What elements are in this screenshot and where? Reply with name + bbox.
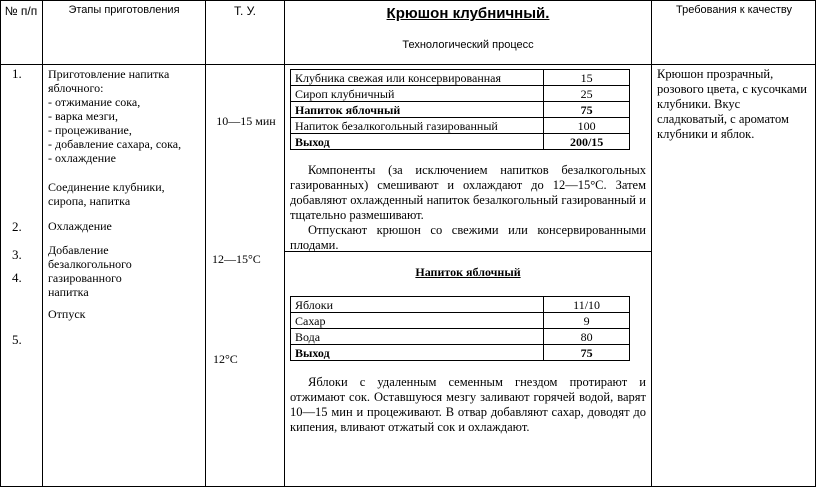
col-divider-1 xyxy=(42,0,43,487)
stage-1-step: - охлаждение xyxy=(48,151,116,165)
table-row xyxy=(291,345,630,361)
tu-temp: 12°С xyxy=(213,352,238,366)
ingredient-name: Напиток безалкогольный газированный xyxy=(291,118,544,134)
ingredient-value: 9 xyxy=(544,313,630,329)
ingredient-name: Сахар xyxy=(291,313,544,329)
row-number: 2. xyxy=(12,219,22,234)
row-number: 5. xyxy=(12,332,22,347)
table-header-divider xyxy=(0,64,816,65)
ingredient-name: Яблоки xyxy=(291,297,544,313)
ingredient-name: Сироп клубничный xyxy=(291,86,544,102)
process-paragraph: Компоненты (за исключением напитков безалкогольных газированных) смешивают и охлаждают до 12—15°С. Затем добавляют охлажденный напиток безалкогольный газированный и тщательно размешивают. xyxy=(290,163,646,222)
header-tu: Т. У. xyxy=(233,4,257,18)
header-quality: Требования к качеству xyxy=(676,4,792,16)
apple-process-paragraph: Яблоки с удаленным семенным гнездом протирают и отжимают сок. Оставшуюся мезгу заливают горячей водой, варят 10—15 мин и процеживают. В отвар добавляют сахар, доводят до кипения, вливают отжатый сок и охлаждают. xyxy=(290,375,646,434)
apple-process-description xyxy=(290,375,646,435)
ingredient-value: 25 xyxy=(544,86,630,102)
table-border-top xyxy=(0,0,816,1)
row-number: 4. xyxy=(12,270,22,285)
ingredient-value: 75 xyxy=(544,102,630,118)
page-title: Крюшон клубничный. xyxy=(386,5,550,22)
ingredient-name: Выход xyxy=(291,345,544,361)
ingredient-name: Вода xyxy=(291,329,544,345)
stage-1-step: - варка мезги, xyxy=(48,109,118,123)
ingredient-name: Выход xyxy=(291,134,544,150)
table-row xyxy=(291,297,630,313)
ingredient-value: 100 xyxy=(544,118,630,134)
stage-2: Соединение клубники, сиропа, напитка xyxy=(48,180,165,208)
row-number: 3. xyxy=(12,247,22,262)
table-border-bottom xyxy=(0,486,816,487)
table-border-left xyxy=(0,0,1,487)
table-row xyxy=(291,70,630,86)
stage-4: Добавление безалкогольного газированного напитка xyxy=(48,243,132,299)
apple-ingredients-table xyxy=(290,296,630,361)
stage-1-step: - процеживание, xyxy=(48,123,132,137)
header-process: Технологический процесс xyxy=(402,39,534,51)
ingredient-name: Напиток яблочный xyxy=(291,102,544,118)
stage-3: Охлаждение xyxy=(48,219,112,233)
col-divider-3 xyxy=(284,0,285,487)
stages-column xyxy=(48,67,203,165)
table-row xyxy=(291,134,630,150)
process-description xyxy=(290,163,646,253)
ingredient-value: 200/15 xyxy=(544,134,630,150)
header-stages: Этапы приготовления xyxy=(68,4,180,16)
main-ingredients-table xyxy=(290,69,630,150)
table-row xyxy=(291,102,630,118)
ingredient-value: 80 xyxy=(544,329,630,345)
ingredient-name: Клубника свежая или консервированная xyxy=(291,70,544,86)
apple-drink-title: Напиток яблочный xyxy=(415,265,521,279)
col-divider-2 xyxy=(205,0,206,487)
table-row xyxy=(291,313,630,329)
process-paragraph: Отпускают крюшон со свежими или консервированными плодами. xyxy=(290,223,646,252)
row-number: 1. xyxy=(12,66,22,81)
tu-temp-range: 12—15°С xyxy=(212,252,261,266)
stage-5: Отпуск xyxy=(48,307,86,321)
tu-time: 10—15 мин xyxy=(216,114,276,128)
header-number: № п/п xyxy=(4,4,38,18)
stage-1-title: Приготовление напитка яблочного: xyxy=(48,67,170,95)
table-row xyxy=(291,118,630,134)
quality-requirements: Крюшон прозрачный, розового цвета, с кусочками клубники. Вкус сладковатый, с ароматом клубники и яблок. xyxy=(657,67,807,141)
table-row xyxy=(291,86,630,102)
stage-1-step: - отжимание сока, xyxy=(48,95,141,109)
table-row xyxy=(291,329,630,345)
ingredient-value: 11/10 xyxy=(544,297,630,313)
ingredient-value: 15 xyxy=(544,70,630,86)
stage-1-step: - добавление сахара, сока, xyxy=(48,137,182,151)
col-divider-4 xyxy=(651,0,652,487)
ingredient-value: 75 xyxy=(544,345,630,361)
